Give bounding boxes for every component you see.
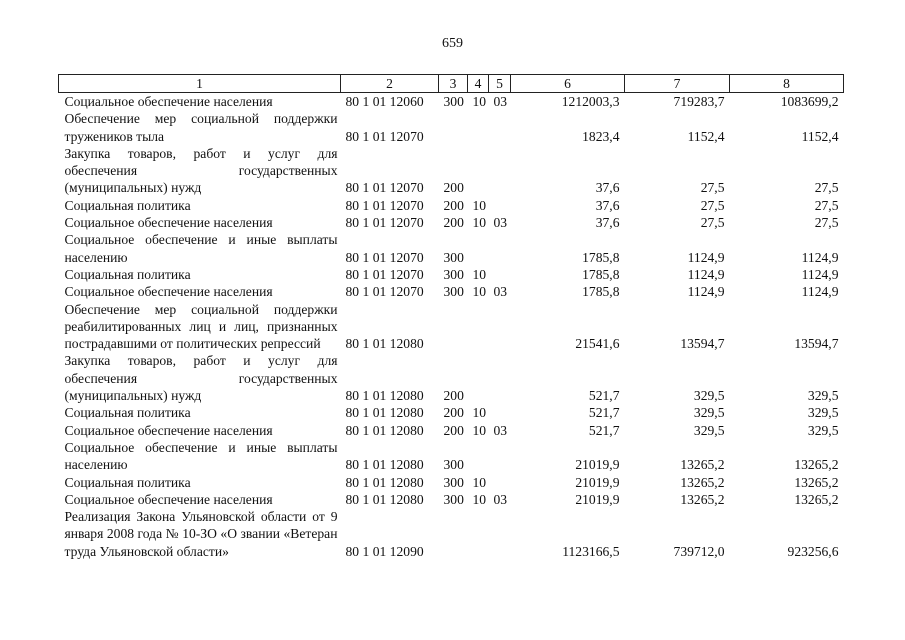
row-value-6: 521,7: [588, 405, 620, 421]
header-col-2: 2: [341, 75, 439, 93]
row-col-4: [468, 301, 489, 353]
row-name: Социальное обеспечение населения: [64, 215, 273, 231]
header-col-6: 6: [511, 75, 625, 93]
row-name: Социальное обеспечение населения: [64, 422, 273, 438]
row-col-5: [489, 439, 511, 474]
row-col-3: 300: [443, 94, 464, 109]
row-code: 80 1 01 12080: [345, 422, 424, 438]
row-value-7: 739712,0: [673, 543, 725, 559]
row-value-8: 13265,2: [794, 457, 839, 473]
row-col-5: 03: [493, 491, 508, 507]
row-value-7: 719283,7: [673, 94, 725, 109]
row-col-3: [439, 301, 468, 353]
row-value-8: 1124,9: [801, 266, 839, 282]
row-code: 80 1 01 12070: [345, 180, 424, 196]
row-value-8: 1083699,2: [780, 94, 839, 109]
row-value-7: 13265,2: [680, 491, 725, 507]
row-col-4: [468, 145, 489, 197]
row-value-7: 27,5: [700, 215, 725, 231]
row-col-4: 10: [472, 491, 487, 507]
row-col-3: 300: [443, 284, 464, 300]
row-col-4: 10: [472, 197, 487, 213]
row-name: Социальная политика: [64, 474, 191, 490]
table-row: [59, 491, 844, 508]
row-name: Социальное обеспечение и иные выплаты населению: [64, 232, 338, 265]
table-row: [59, 214, 844, 231]
row-value-8: 27,5: [814, 215, 839, 231]
row-col-5: [489, 508, 511, 560]
budget-table: [58, 74, 844, 560]
row-col-4: 10: [472, 215, 487, 231]
row-value-8: 27,5: [814, 197, 839, 213]
row-value-8: 1124,9: [801, 284, 839, 300]
row-value-7: 329,5: [693, 405, 725, 421]
table-row: [59, 283, 844, 300]
row-value-8: 329,5: [807, 388, 839, 404]
row-value-7: 1124,9: [687, 284, 725, 300]
row-col-4: [468, 110, 489, 145]
row-col-4: [468, 439, 489, 474]
header-col-5: 5: [489, 75, 511, 93]
row-value-6: 1785,8: [582, 284, 620, 300]
row-name: Социальная политика: [64, 197, 191, 213]
row-code: 80 1 01 12070: [345, 266, 424, 282]
row-value-8: 1124,9: [801, 249, 839, 265]
row-col-5: [489, 110, 511, 145]
row-col-5: [489, 197, 511, 214]
row-col-4: 10: [472, 474, 487, 490]
table-row: [59, 508, 844, 560]
row-col-5: [489, 231, 511, 266]
row-col-3: [439, 110, 468, 145]
row-code: 80 1 01 12080: [345, 405, 424, 421]
row-col-3: 300: [443, 457, 464, 473]
row-value-6: 37,6: [595, 197, 620, 213]
row-col-5: 03: [493, 284, 508, 300]
row-value-7: 1152,4: [687, 128, 725, 144]
table-row: [59, 231, 844, 266]
row-name: Закупка товаров, работ и услуг для обеспечения государственных (муниципальных) нужд: [64, 353, 338, 404]
row-name: Социальное обеспечение населения: [64, 284, 273, 300]
row-col-4: 10: [472, 405, 487, 421]
row-value-6: 1123166,5: [562, 543, 620, 559]
row-value-6: 521,7: [588, 388, 620, 404]
row-value-7: 329,5: [693, 422, 725, 438]
table-row: [59, 266, 844, 283]
table-row: [59, 93, 844, 111]
row-name: Социальное обеспечение населения: [64, 491, 273, 507]
row-value-6: 21019,9: [575, 491, 620, 507]
row-code: 80 1 01 12070: [345, 128, 424, 144]
row-value-7: 13265,2: [680, 457, 725, 473]
row-col-4: 10: [472, 284, 487, 300]
row-col-3: 200: [443, 405, 464, 421]
row-value-8: 13265,2: [794, 491, 839, 507]
header-col-4: 4: [468, 75, 489, 93]
row-name: Социальное обеспечение и иные выплаты населению: [64, 439, 338, 473]
header-col-3: 3: [439, 75, 468, 93]
row-code: 80 1 01 12070: [345, 215, 424, 231]
row-value-7: 13594,7: [680, 336, 725, 352]
header-col-7: 7: [625, 75, 730, 93]
row-code: 80 1 01 12080: [345, 491, 424, 507]
row-name: Закупка товаров, работ и услуг для обеспечения государственных (муниципальных) нужд: [64, 145, 338, 196]
row-value-8: 13265,2: [794, 474, 839, 490]
row-code: 80 1 01 12080: [345, 388, 424, 404]
row-code: 80 1 01 12060: [345, 94, 424, 109]
row-col-4: 10: [472, 422, 487, 438]
table-row: [59, 422, 844, 439]
row-col-3: 300: [443, 266, 464, 282]
row-col-4: [468, 508, 489, 560]
row-col-3: 300: [443, 491, 464, 507]
row-col-4: 10: [472, 94, 487, 109]
row-value-6: 1785,8: [582, 266, 620, 282]
row-col-5: 03: [493, 422, 508, 438]
row-code: 80 1 01 12080: [345, 336, 424, 352]
row-col-3: 200: [443, 215, 464, 231]
header-col-1: 1: [59, 75, 341, 93]
row-code: 80 1 01 12090: [345, 543, 424, 559]
row-col-3: 300: [443, 249, 464, 265]
row-col-5: [489, 474, 511, 491]
row-value-8: 329,5: [807, 405, 839, 421]
row-code: 80 1 01 12080: [345, 474, 424, 490]
table-row: [59, 301, 844, 353]
page-number: 659: [442, 36, 463, 51]
table-row: [59, 110, 844, 145]
row-value-6: 1785,8: [582, 249, 620, 265]
row-value-8: 923256,6: [787, 543, 839, 559]
row-code: 80 1 01 12070: [345, 284, 424, 300]
row-value-6: 521,7: [588, 422, 620, 438]
row-col-5: [489, 301, 511, 353]
row-col-3: 200: [443, 180, 464, 196]
row-value-8: 13594,7: [794, 336, 839, 352]
row-value-6: 1212003,3: [561, 94, 620, 109]
table-row: [59, 197, 844, 214]
row-value-6: 37,6: [595, 180, 620, 196]
header-row: [59, 75, 844, 93]
row-col-4: [468, 231, 489, 266]
header-col-8: 8: [730, 75, 844, 93]
row-value-7: 1124,9: [687, 266, 725, 282]
row-name: Социальная политика: [64, 405, 191, 421]
row-name: Реализация Закона Ульяновской области от 9 января 2008 года № 10-ЗО «О звании «Ветеран труда Ульяновской области»: [64, 509, 338, 559]
table-row: [59, 352, 844, 404]
row-col-5: [489, 145, 511, 197]
row-value-8: 1152,4: [801, 128, 839, 144]
row-name: Социальная политика: [64, 266, 191, 282]
row-col-3: [439, 508, 468, 560]
row-value-6: 1823,4: [582, 128, 620, 144]
row-value-7: 13265,2: [680, 474, 725, 490]
row-col-3: 200: [443, 422, 464, 438]
table-row: [59, 439, 844, 474]
row-value-8: 27,5: [814, 180, 839, 196]
row-col-4: 10: [472, 266, 487, 282]
row-code: 80 1 01 12070: [345, 249, 424, 265]
row-col-4: [468, 352, 489, 404]
table-row: [59, 474, 844, 491]
row-col-5: 03: [493, 215, 508, 231]
row-value-6: 37,6: [595, 215, 620, 231]
row-name: Обеспечение мер социальной поддержки реабилитированных лиц и лиц, признанных пострадавшими от политических репрессий: [64, 301, 338, 352]
row-col-5: [489, 404, 511, 421]
row-col-3: 200: [443, 388, 464, 404]
row-value-7: 329,5: [693, 388, 725, 404]
row-value-6: 21019,9: [575, 474, 620, 490]
table-header: [59, 75, 844, 93]
row-code: 80 1 01 12070: [345, 197, 424, 213]
table-row: [59, 145, 844, 197]
row-value-6: 21019,9: [575, 457, 620, 473]
row-name: Обеспечение мер социальной поддержки тружеников тыла: [64, 111, 338, 144]
row-col-3: 300: [443, 474, 464, 490]
table-row: [59, 404, 844, 421]
row-name: Социальное обеспечение населения: [64, 94, 273, 109]
table-body: [59, 93, 844, 561]
row-col-5: [489, 352, 511, 404]
row-col-5: [489, 266, 511, 283]
row-col-3: 200: [443, 197, 464, 213]
row-value-7: 27,5: [700, 197, 725, 213]
row-value-8: 329,5: [807, 422, 839, 438]
row-value-7: 27,5: [700, 180, 725, 196]
row-code: 80 1 01 12080: [345, 457, 424, 473]
row-value-6: 21541,6: [575, 336, 620, 352]
row-value-7: 1124,9: [687, 249, 725, 265]
row-col-5: 03: [493, 94, 508, 109]
